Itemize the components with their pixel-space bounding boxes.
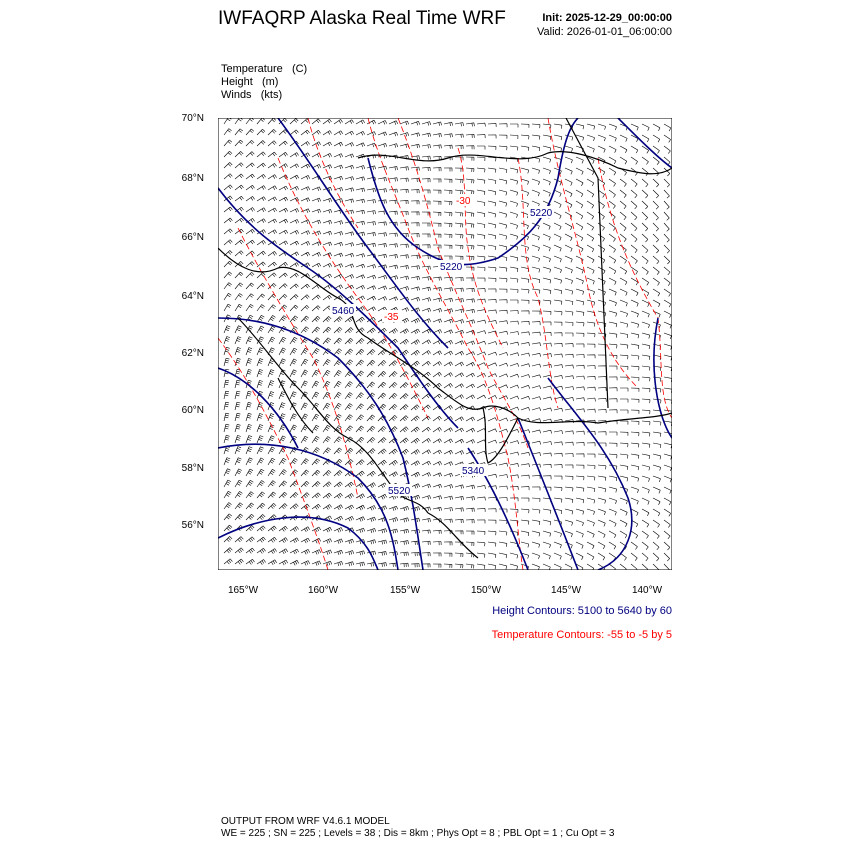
- height-label-4: 5520: [388, 486, 411, 497]
- height-label-5: 5340: [462, 466, 485, 477]
- lat-label-68: 68°N: [181, 173, 204, 184]
- lat-label-64: 64°N: [181, 291, 204, 302]
- height-label-2: 5220: [440, 262, 463, 273]
- lon-label-150: 150°W: [470, 585, 502, 596]
- lon-label-160: 160°W: [307, 585, 339, 596]
- lat-label-56: 56°N: [181, 520, 204, 531]
- lat-label-70: 70°N: [181, 113, 204, 124]
- lon-label-155: 155°W: [389, 585, 421, 596]
- field-winds: Winds (kts): [221, 89, 283, 101]
- temp-label-1: -30: [456, 196, 471, 207]
- height-label-3: 5460: [332, 306, 355, 317]
- lat-label-62: 62°N: [181, 348, 204, 359]
- lat-label-58: 58°N: [181, 463, 204, 474]
- lon-label-165: 165°W: [227, 585, 259, 596]
- footer-model: OUTPUT FROM WRF V4.6.1 MODEL: [221, 816, 390, 827]
- footer-settings: WE = 225 ; SN = 225 ; Levels = 38 ; Dis = 8km ; Phys Opt = 8 ; PBL Opt = 1 ; Cu Opt = 3: [221, 828, 615, 839]
- valid-time: Valid: 2026-01-01_06:00:00: [537, 26, 672, 38]
- map-title: IWFAQRP Alaska Real Time WRF: [218, 8, 506, 29]
- lat-label-60: 60°N: [181, 405, 204, 416]
- temp-label-2: -35: [384, 312, 399, 323]
- lon-label-140: 140°W: [631, 585, 663, 596]
- init-time: Init: 2025-12-29_00:00:00: [542, 12, 672, 24]
- map-panel: [218, 118, 672, 570]
- height-contour-legend: Height Contours: 5100 to 5640 by 60: [492, 605, 672, 617]
- height-label-1: 5220: [530, 208, 553, 219]
- temperature-contour-legend: Temperature Contours: -55 to -5 by 5: [491, 629, 672, 641]
- lon-label-145: 145°W: [550, 585, 582, 596]
- lat-label-66: 66°N: [181, 232, 204, 243]
- field-height: Height (m): [221, 76, 279, 88]
- field-temperature: Temperature (C): [221, 63, 308, 75]
